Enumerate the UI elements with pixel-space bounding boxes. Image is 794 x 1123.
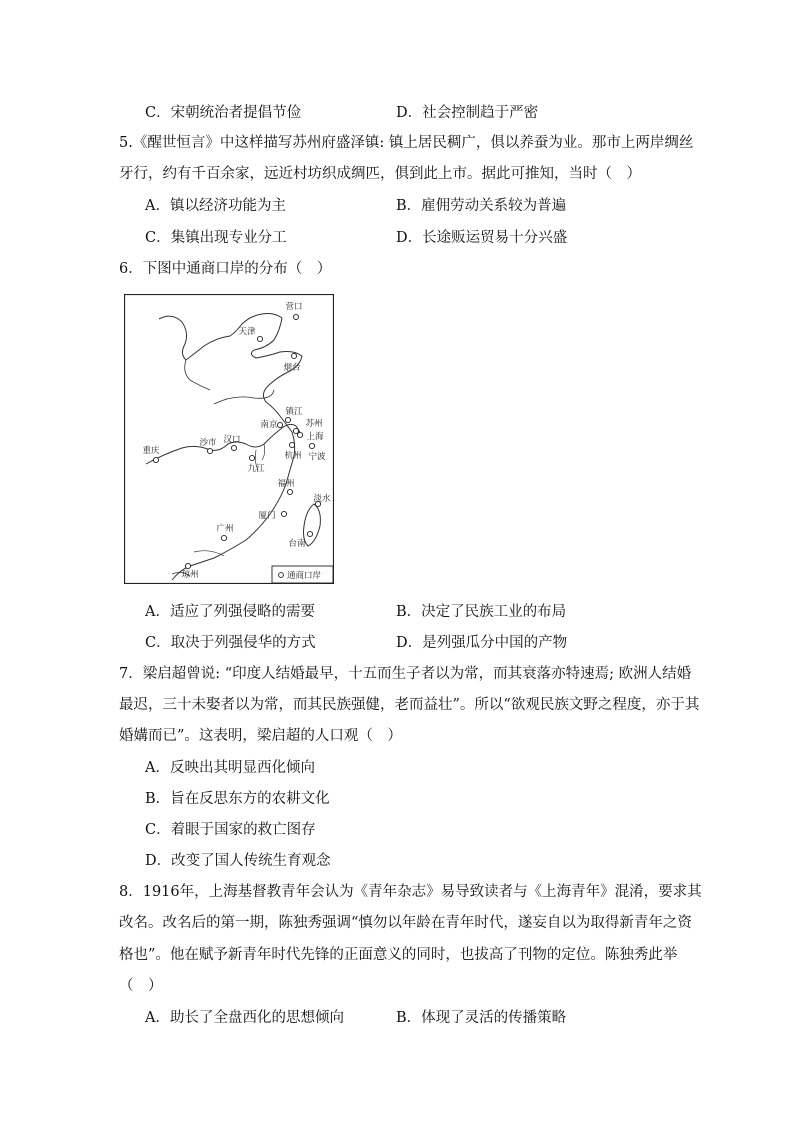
map-label-fuzhou: 福州 bbox=[277, 479, 295, 489]
map-label-tainan: 台南 bbox=[288, 539, 306, 549]
map-label-zhenjiang: 镇江 bbox=[285, 407, 303, 417]
map-legend-text: 通商口岸 bbox=[287, 571, 322, 581]
map-label-nanjing: 南京 bbox=[260, 420, 278, 430]
treaty-ports-map bbox=[124, 294, 334, 584]
map-label-shanghai: 上海 bbox=[306, 432, 324, 442]
q7-stem-line2: 最迟，三十未娶者以为常，而其民族强健，老而益壮”。所以“欲观民族文野之程度，亦于其 bbox=[119, 697, 700, 713]
q8-stem-line2: 改名。改名后的第一期，陈独秀强调“慎勿以年龄在青年时代，遂妄自以为取得新青年之资 bbox=[119, 915, 692, 931]
q8-option-a: A．助长了全盘西化的思想倾向 bbox=[145, 1010, 344, 1026]
q6-option-c: C．取决于列强侵华的方式 bbox=[145, 635, 316, 651]
q7-option-d: D．改变了国人传统生育观念 bbox=[145, 853, 331, 869]
q6-option-d: D．是列强瓜分中国的产物 bbox=[396, 635, 568, 651]
map-label-tianjin: 天津 bbox=[238, 327, 256, 337]
map-label-danshui: 淡水 bbox=[313, 494, 331, 504]
q5-stem-line1: 5.《醒世恒言》中这样描写苏州府盛泽镇: 镇上居民稠广，俱以养蚕为业。那市上两岸绸丝 bbox=[119, 135, 694, 151]
map-label-chongqing: 重庆 bbox=[142, 446, 160, 456]
map-label-suzhou: 苏州 bbox=[305, 419, 323, 429]
map-label-yingkou: 营口 bbox=[285, 302, 303, 312]
q5-stem-line2: 牙行，约有千百余家，远近村坊织成绸匹，俱到此上市。据此可推知，当时（ ） bbox=[119, 166, 641, 182]
map-label-shashi: 沙市 bbox=[199, 438, 217, 448]
q6-option-a: A．适应了列强侵略的需要 bbox=[145, 604, 315, 620]
q6-option-b: B．决定了民族工业的布局 bbox=[396, 604, 567, 620]
q4-option-d: D．社会控制趋于严密 bbox=[396, 105, 539, 121]
q5-option-c: C．集镇出现专业分工 bbox=[145, 230, 287, 246]
map-label-hankou: 汉口 bbox=[223, 435, 241, 445]
map-label-yantai: 烟台 bbox=[283, 363, 301, 373]
q8-stem-line3: 格也”。他在赋予新青年时代先锋的正面意义的同时，也拔高了刊物的定位。陈独秀此举 bbox=[119, 947, 678, 963]
map-label-ningbo: 宁波 bbox=[308, 452, 326, 462]
map-label-xiamen: 厦门 bbox=[258, 511, 276, 521]
map-label-qiongzhou: 琼州 bbox=[181, 570, 199, 580]
q7-option-c: C．着眼于国家的救亡图存 bbox=[145, 822, 316, 838]
q7-option-a: A．反映出其明显西化倾向 bbox=[145, 760, 315, 776]
q7-stem-line1: 7．梁启超曾说: “印度人结婚最早，十五而生子者以为常，而其衰落亦特速焉; 欧洲人结婚 bbox=[119, 666, 692, 682]
q5-option-b: B．雇佣劳动关系较为普遍 bbox=[396, 198, 567, 214]
q6-stem: 6．下图中通商口岸的分布（ ） bbox=[119, 261, 332, 277]
q5-option-a: A．镇以经济功能为主 bbox=[145, 198, 286, 214]
q7-stem-line3: 婚媾而已”。这表明，梁启超的人口观（ ） bbox=[119, 728, 402, 744]
q8-option-b: B．体现了灵活的传播策略 bbox=[396, 1010, 567, 1026]
q4-option-c: C．宋朝统治者提倡节俭 bbox=[145, 105, 302, 121]
q8-stem-line4: （ ） bbox=[119, 978, 163, 994]
map-label-jiujiang: 九江 bbox=[247, 464, 265, 474]
map-label-hangzhou: 杭州 bbox=[284, 451, 302, 461]
q8-stem-line1: 8．1916年，上海基督教青年会认为《青年杂志》易导致读者与《上海青年》混淆，要求其 bbox=[119, 884, 702, 900]
map-label-guangzhou: 广州 bbox=[216, 524, 234, 534]
q5-option-d: D．长途贩运贸易十分兴盛 bbox=[396, 230, 568, 246]
q7-option-b: B．旨在反思东方的农耕文化 bbox=[145, 791, 330, 807]
map-legend-marker bbox=[279, 573, 284, 578]
